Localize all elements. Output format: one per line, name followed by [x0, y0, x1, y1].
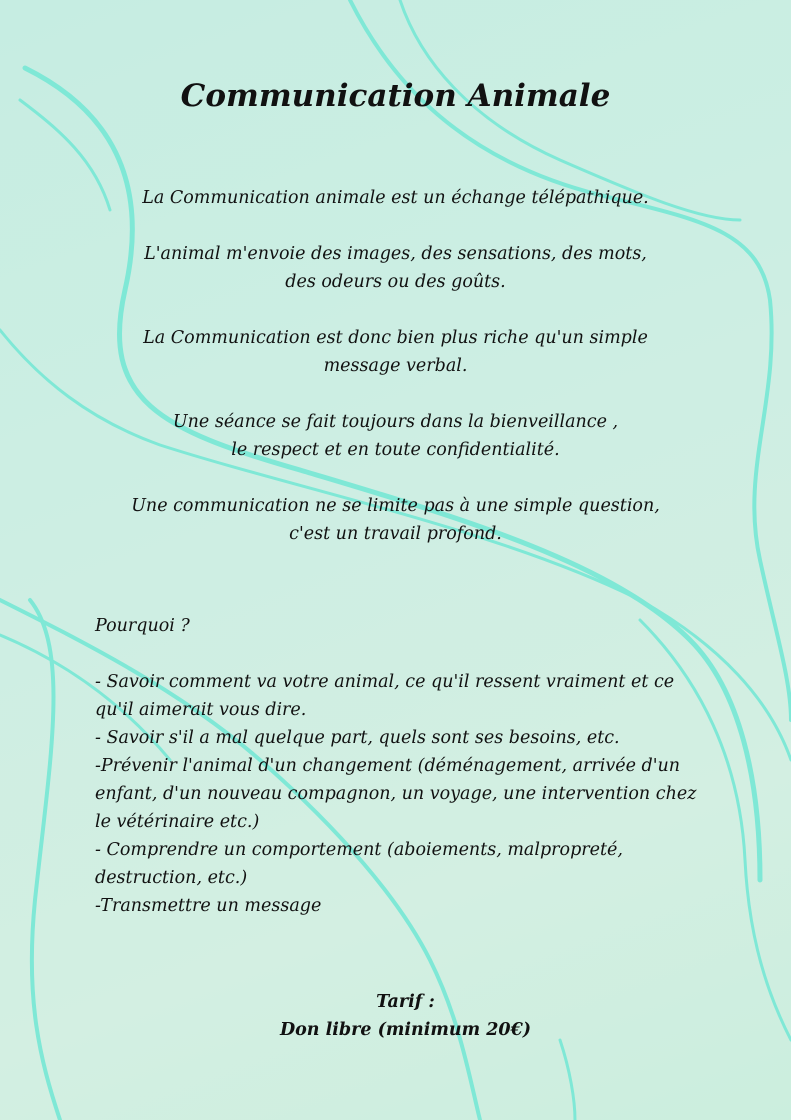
- list-item: - Savoir comment va votre animal, ce qu'il ressent vraiment et ce qu'il aimerait vous dire.: [95, 672, 675, 720]
- tarif-section: [0, 988, 791, 1044]
- page-title: Communication Animale: [180, 78, 611, 114]
- tarif-label: Tarif :: [376, 992, 435, 1012]
- intro-paragraph: Une communication ne se limite pas à une simple question, c'est un travail profond.: [131, 496, 660, 544]
- why-section: [95, 612, 705, 920]
- why-question: Pourquoi ?: [95, 616, 190, 636]
- intro-paragraph: La Communication est donc bien plus riche qu'un simple message verbal.: [143, 328, 648, 376]
- list-item: - Comprendre un comportement (aboiements, malpropreté, destruction, etc.): [95, 840, 623, 888]
- tarif-value: Don libre (minimum 20€): [279, 1020, 532, 1040]
- intro-paragraph: La Communication animale est un échange télépathique.: [142, 188, 649, 208]
- list-item: - Savoir s'il a mal quelque part, quels sont ses besoins, etc.: [95, 728, 620, 748]
- intro-paragraph: L'animal m'envoie des images, des sensations, des mots, des odeurs ou des goûts.: [144, 244, 647, 292]
- list-item: -Prévenir l'animal d'un changement (déménagement, arrivée d'un enfant, d'un nouveau compagnon, un voyage, une intervention chez le vétérinaire etc.): [95, 756, 697, 832]
- intro-paragraph: Une séance se fait toujours dans la bienveillance , le respect et en toute confidentialité.: [172, 412, 619, 460]
- list-item: -Transmettre un message: [95, 896, 322, 916]
- intro-section: [60, 184, 731, 576]
